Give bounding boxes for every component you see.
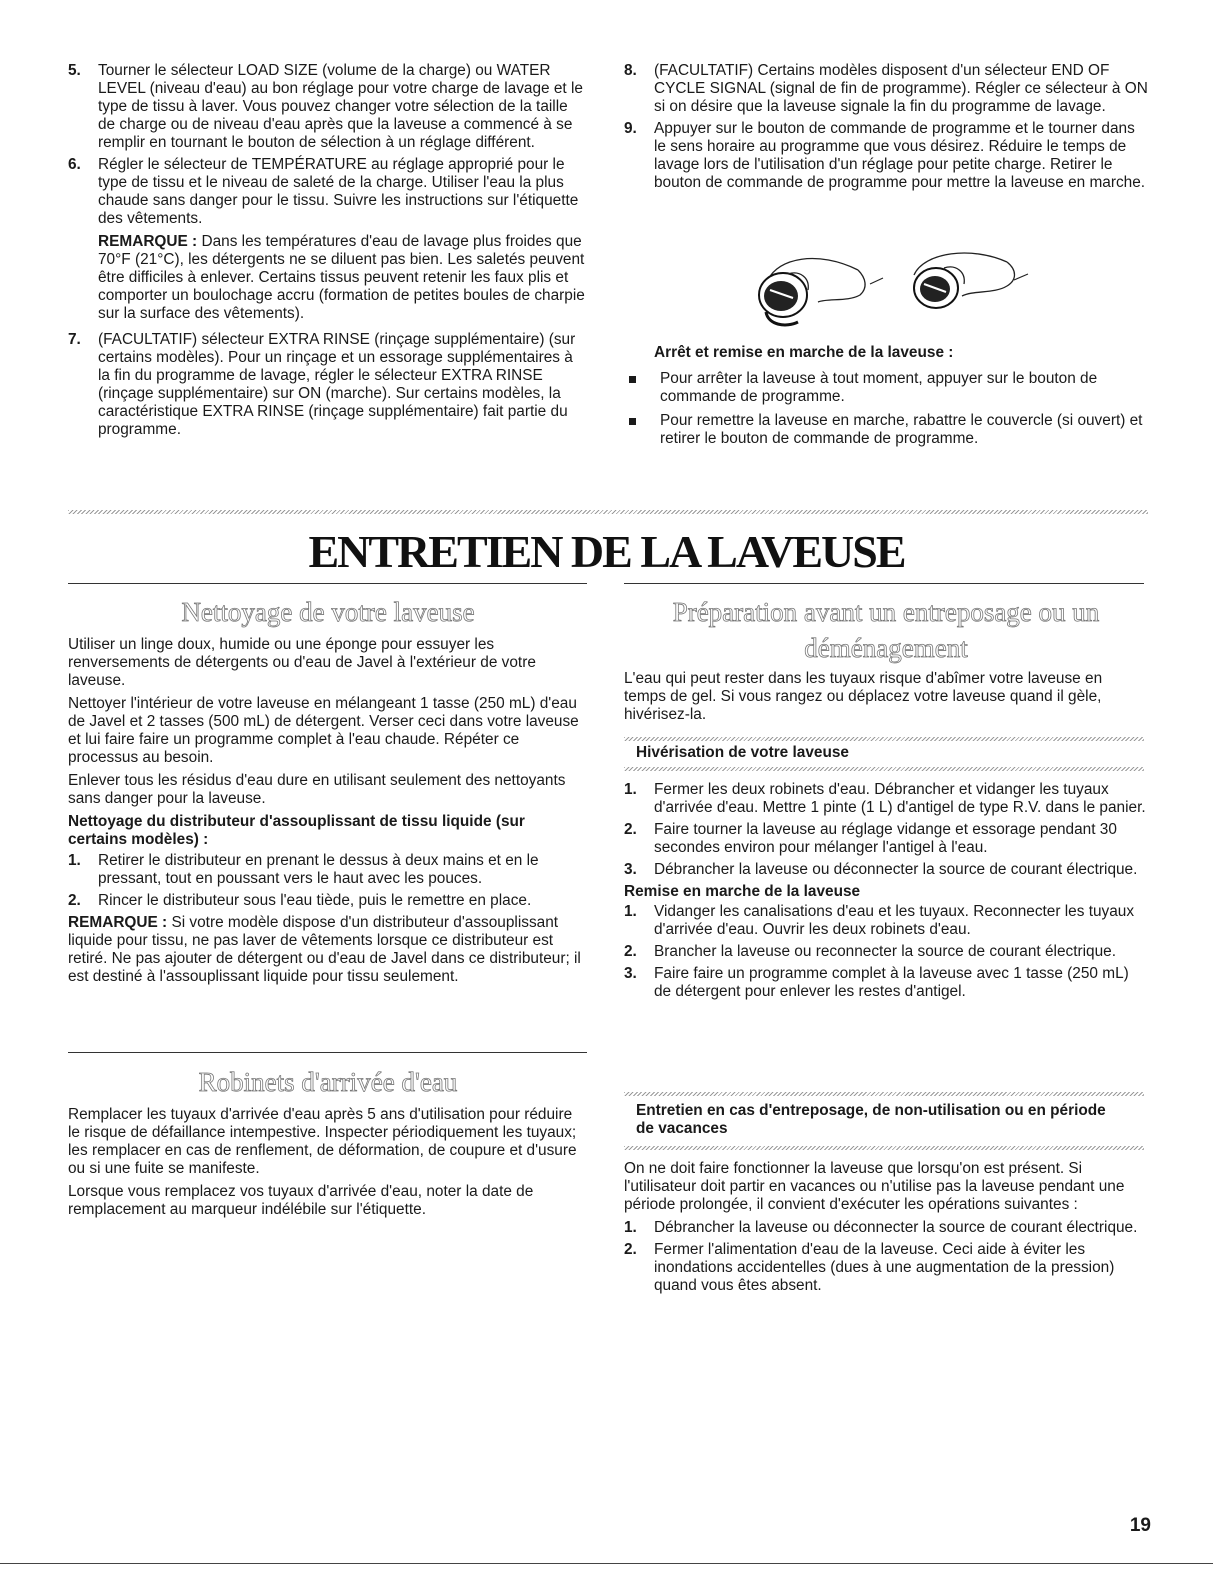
temperature-note: REMARQUE : Dans les températures d'eau de lavage plus froides que 70°F (21°C), les détergents ne se diluent pas bien. Les saletés peuvent être difficiles à enlever. Certains tissus peuvent retenir les faux plis et comporter un boulochage accru (formation de petites boules de charpie sur la surface des vêtements). bbox=[98, 233, 585, 322]
vacation-step: 2. Fermer l'alimentation d'eau de la laveuse. Ceci aide à éviter les inondations accidentelles (dues à une augmentation de la pression) quand vous êtes absent. bbox=[624, 1241, 1115, 1294]
left-column-rule bbox=[68, 583, 587, 584]
restart-step: 2. Brancher la laveuse ou reconnecter la source de courant électrique. bbox=[624, 943, 1116, 960]
storage-title-line-1: Préparation avant un entreposage ou un bbox=[672, 597, 1100, 627]
vacation-body: On ne doit faire fonctionner la laveuse que lorsqu'on est présent. Si l'utilisateur doit partir en vacances ou n'utilise pas la laveuse pendant une période prolongée, il convient d'exécuter les opérations suivantes : 1. Débrancher la laveuse ou déconnecter la source de courant électrique. 2. Fermer l'alimentation d'eau de la laveuse. Ceci aide à éviter les inondations accidentelles (dues à une augmentation de la pression) quand vous êtes absent. bbox=[624, 1160, 1148, 1299]
right-column-rule bbox=[624, 583, 1144, 584]
bullet-item: Pour arrêter la laveuse à tout moment, appuyer sur le bouton de commande de programme. bbox=[624, 370, 1148, 406]
winterize-step: 2. Faire tourner la laveuse au réglage vidange et essorage pendant 30 secondes environ pour mélanger l'antigel à l'eau. bbox=[624, 821, 1117, 856]
step-6: 6. Régler le sélecteur de TEMPÉRATURE au réglage approprié pour le type de tissu et le niveau de saleté de la charge. Utiliser l'eau la plus chaude sans danger pour le tissu. Suivre les instructions sur l'étiquette des vêtements. REMARQUE : Dans les températures d'eau de lavage plus froides que 70°F (21°C), les détergents ne se diluent pas bien. Les saletés peuvent être difficiles à enlever. Certains tissus peuvent retenir les faux plis et comporter un boulochage accru (formation de petites boules de charpie sur la surface des vêtements). bbox=[68, 156, 588, 323]
dispenser-note: REMARQUE : Si votre modèle dispose d'un distributeur d'assouplissant liquide pour tissu, ne pas laver de vêtements lorsque ce distributeur est retiré. Ne pas ajouter de détergent ou d'eau de Javel dans ce distributeur; il est destiné à l'assouplissant liquide pour tissu seulement. bbox=[68, 914, 581, 985]
cleaning-title: Nettoyage de votre laveuse bbox=[181, 597, 475, 627]
dispenser-step: 1. Retirer le distributeur en prenant le dessus à deux mains et en le pressant, tout en poussant vers le haut avec les pouces. bbox=[68, 852, 539, 887]
section-divider bbox=[624, 767, 1144, 771]
restart-heading: Remise en marche de la laveuse bbox=[624, 883, 861, 900]
winterize-steps bbox=[624, 781, 1148, 1005]
left-top-column bbox=[68, 62, 588, 443]
stop-restart-heading: Arrêt et remise en marche de la laveuse : bbox=[654, 344, 954, 361]
page-bottom-rule bbox=[0, 1563, 1213, 1564]
vacation-heading: Entretien en cas d'entreposage, de non-utilisation ou en période de vacances bbox=[636, 1102, 1106, 1137]
right-top-column bbox=[624, 62, 1148, 196]
step-8: 8. (FACULTATIF) Certains modèles disposent d'un sélecteur END OF CYCLE SIGNAL (signal de fin de programme). Régler ce sélecteur à ON si on désire que la laveuse signale la fin du programme de lavage. bbox=[624, 62, 1148, 115]
bullet-item: Pour remettre la laveuse en marche, rabattre le couvercle (si ouvert) et retirer le bouton de commande de programme. bbox=[624, 412, 1148, 448]
step-7: 7. (FACULTATIF) sélecteur EXTRA RINSE (rinçage supplémentaire) (sur certains modèles). Pour un rinçage et un essorage supplémentaires à la fin du programme de lavage, régler le sélecteur EXTRA RINSE (rinçage supplémentaire) sur ON (marche). Sur certains modèles, la caractéristique EXTRA RINSE (rinçage supplémentaire) fait partie du programme. bbox=[68, 331, 576, 438]
cleaning-section: Nettoyage de votre laveuse Utiliser un linge doux, humide ou une éponge pour essuyer les renversements de détergents ou d'eau de Javel à l'extérieur de votre laveuse. Nettoyer l'intérieur de votre laveuse en mélangeant 1 tasse (250 mL) d'eau de Javel et 2 tasses (500 mL) de détergent. Verser ceci dans votre laveuse et lui faire faire un programme complet à l'eau chaude. Répéter ce processus au besoin. Enlever tous les résidus d'eau dure en utilisant seulement des nettoyants sans danger pour la laveuse. Nettoyage du distributeur d'assouplissant de tissu liquide (sur certains modèles) : 1. Retirer le distributeur en prenant le dessus à deux mains et en le pressant, tout en poussant vers le haut avec les pouces. 2. Rincer le distributeur sous l'eau tiède, puis le remettre en place. REMARQUE : Si votre modèle dispose d'un distributeur d'assouplissant liquide pour tissu, ne pas laver de vêtements lorsque ce distributeur est retiré. Ne pas ajouter de détergent ou d'eau de Javel dans ce distributeur; il est destiné à l'assouplissant liquide pour tissu seulement. bbox=[68, 594, 588, 986]
page-title: ENTRETIEN DE LA LAVEUSE bbox=[308, 526, 905, 577]
vacation-heading-block bbox=[624, 1102, 1148, 1138]
step-5: 5. Tourner le sélecteur LOAD SIZE (volume de la charge) ou WATER LEVEL (niveau d'eau) au bon réglage pour votre charge de lavage et le type de tissu à laver. Vous pouvez changer votre sélection de la taille de charge ou de niveau d'eau après que la laveuse a commencé à se remplir en tournant le bouton de sélection à un réglage différent. bbox=[68, 62, 583, 151]
faucets-section: Robinets d'arrivée d'eau Remplacer les tuyaux d'arrivée d'eau après 5 ans d'utilisation pour réduire le risque de défaillance intempestive. Inspecter périodiquement les tuyaux; les remplacer en cas de renflement, de déformation, de coupure et d'usure ou si une fuite se manifeste. Lorsque vous remplacez vos tuyaux d'arrivée d'eau, noter la date de remplacement au marqueur indélébile sur l'étiquette. bbox=[68, 1064, 588, 1224]
restart-step: 3. Faire faire un programme complet à la laveuse avec 1 tasse (250 mL) de détergent pour enlever les restes d'antigel. bbox=[624, 965, 1129, 1000]
dispenser-heading: Nettoyage du distributeur d'assouplissant de tissu liquide (sur certains modèles) : bbox=[68, 813, 525, 848]
hand-pressing-knob-icon bbox=[748, 240, 888, 332]
storage-section: Préparation avant un entreposage ou un déménagement L'eau qui peut rester dans les tuyaux risque d'abîmer votre laveuse en temps de gel. Si vous rangez ou déplacez votre laveuse quand il gèle, hivérisez-la. bbox=[624, 594, 1148, 729]
section-divider bbox=[624, 1092, 1144, 1096]
bullet-square-icon bbox=[629, 418, 636, 425]
restart-step: 1. Vidanger les canalisations d'eau et les tuyaux. Reconnecter les tuyaux d'arrivée d'eau. Ouvrir les deux robinets d'eau. bbox=[624, 903, 1135, 938]
section-divider bbox=[624, 737, 1144, 741]
winterize-step: 1. Fermer les deux robinets d'eau. Débrancher et vidanger les tuyaux d'arrivée d'eau. Mettre 1 pinte (1 L) d'antigel de type R.V. dans le panier. bbox=[624, 781, 1146, 816]
left-column-rule bbox=[68, 1052, 587, 1053]
winterize-heading: Hivérisation de votre laveuse bbox=[636, 744, 849, 761]
stop-restart-section bbox=[654, 344, 1148, 454]
hand-turning-knob-icon bbox=[902, 240, 1032, 315]
storage-title-line-2: déménagement bbox=[804, 633, 968, 663]
faucets-title: Robinets d'arrivée d'eau bbox=[198, 1067, 458, 1097]
page-number: 19 bbox=[1129, 1515, 1151, 1536]
vacation-step: 1. Débrancher la laveuse ou déconnecter la source de courant électrique. bbox=[624, 1219, 1138, 1236]
winterize-heading-block bbox=[624, 744, 1148, 762]
step-9: 9. Appuyer sur le bouton de commande de programme et le tourner dans le sens horaire au programme que vous désirez. Réduire le temps de lavage lors de l'utilisation d'un réglage pour petite charge. Retirer le bouton de commande de programme pour mettre la laveuse en marche. bbox=[624, 120, 1146, 191]
section-divider bbox=[624, 1146, 1144, 1150]
bullet-square-icon bbox=[629, 376, 636, 383]
winterize-step: 3. Débrancher la laveuse ou déconnecter la source de courant électrique. bbox=[624, 861, 1138, 878]
section-divider bbox=[68, 510, 1148, 514]
dispenser-step: 2. Rincer le distributeur sous l'eau tiède, puis le remettre en place. bbox=[68, 892, 532, 909]
